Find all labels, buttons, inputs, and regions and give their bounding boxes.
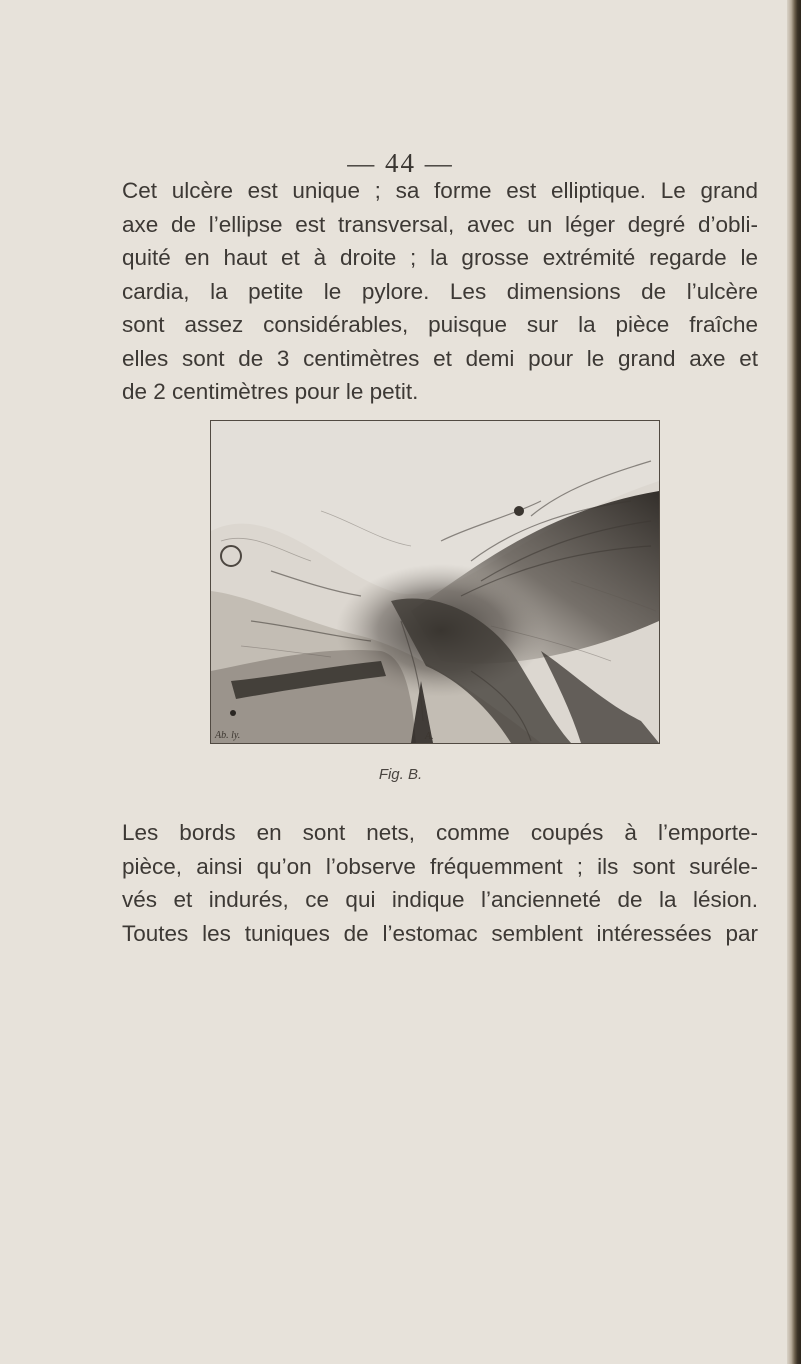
text-line: axe de l’ellipse est transversal, avec un léger degré d’obli-: [122, 211, 758, 237]
figure-caption: Fig. B.: [378, 766, 423, 783]
ulcer-engraving: [211, 421, 659, 743]
paragraph-2: [122, 816, 758, 950]
figure-illustration: [210, 420, 660, 744]
text-line: quité en haut et à droite ; la grosse extrémité regarde le: [122, 245, 758, 270]
text-line: sont assez considérables, puisque sur la pièce fraîche: [122, 312, 758, 337]
text-line: pièce, ainsi qu’on l’observe fréquemment ; ils sont suréle-: [122, 853, 758, 879]
text-line: Cet ulcère est unique ; sa forme est elliptique. Le grand: [122, 178, 758, 203]
text-line: elles sont de 3 centimètres et demi pour le grand axe et: [122, 345, 758, 371]
text-line: cardia, la petite le pylore. Les dimensions de l’ulcère: [122, 278, 758, 304]
text-line: Les bords en sont nets, comme coupés à l’emporte-: [122, 820, 758, 845]
figure-mark: A.: [425, 731, 434, 742]
text-line: de 2 centimètres pour le petit.: [122, 379, 419, 404]
page-edge-shadow: [787, 0, 801, 1364]
engraver-signature: Ab. ly.: [215, 730, 241, 741]
text-line: Toutes les tuniques de l’estomac semblent intéressées par: [122, 920, 758, 946]
page-number: — 44 —: [347, 148, 454, 178]
paragraph-1: [122, 174, 758, 409]
text-line: vés et indurés, ce qui indique l’ancienneté de la lésion.: [122, 887, 758, 912]
